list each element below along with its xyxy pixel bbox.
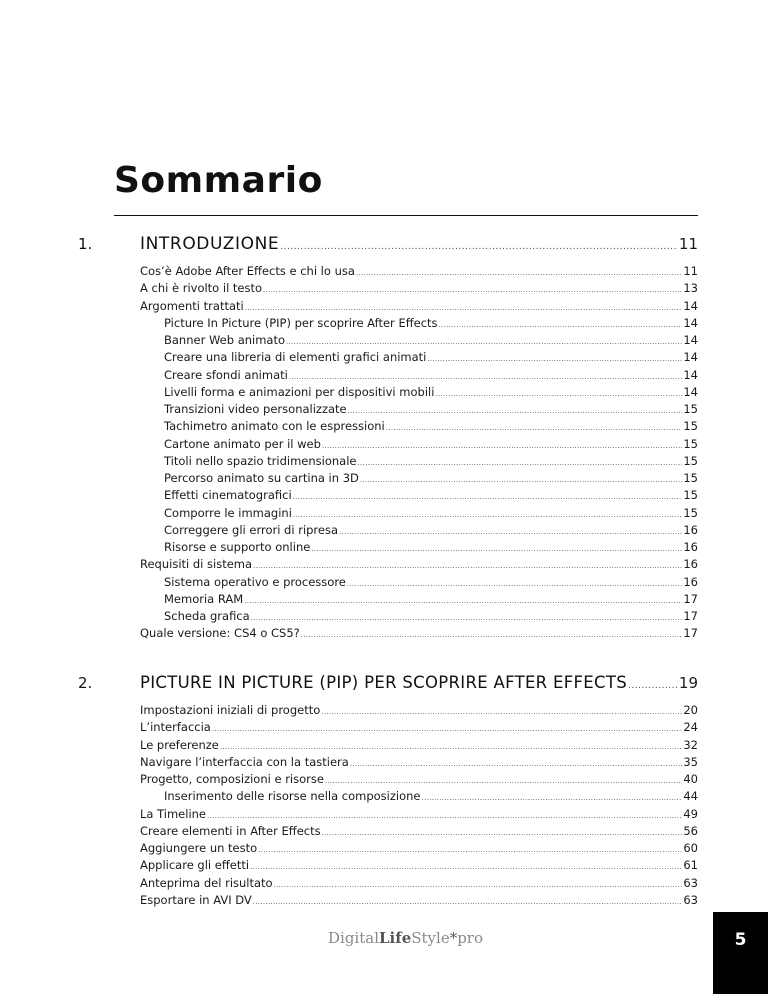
toc-entry[interactable] [140,264,698,281]
toc-entry-page: 15 [683,453,698,468]
toc-entry[interactable] [140,609,698,626]
toc-entry[interactable] [140,385,698,402]
toc-entry-page: 16 [683,522,698,537]
toc-entry-label: Sistema operativo e processore [164,574,346,589]
toc-entry-label: Anteprima del risultato [140,875,273,890]
dot-leader [360,477,682,484]
toc-entry[interactable] [140,299,698,316]
toc-entry-label: Applicare gli effetti [140,858,250,873]
toc-entry-list [140,703,698,910]
toc-entry-page: 63 [683,875,698,890]
chapter-number: 2. [78,674,93,692]
toc-entry-page: 14 [683,384,698,399]
dot-leader [274,882,683,889]
toc-entry-label: Effetti cinematografici [164,488,292,503]
page-number: 5 [734,930,747,950]
toc-entry-label: Inserimento delle risorse nella composizione [164,789,421,804]
toc-entry-page: 60 [683,841,698,855]
toc-entry-page: 14 [683,367,698,382]
dot-leader [251,615,683,622]
toc-entry-page: 17 [683,609,698,623]
chapter-title: INTRODUZIONE [140,234,280,254]
toc-entry[interactable] [140,454,698,471]
toc-entry-page: 11 [683,264,698,278]
toc-entry[interactable] [140,807,698,824]
dot-leader [258,847,682,854]
toc-entry-page: 14 [683,315,698,330]
dot-leader [244,598,682,605]
dot-leader [427,356,682,363]
dot-leader [386,425,683,432]
toc-entry-label: Risorse e supporto online [164,540,311,554]
toc-entry-page: 14 [683,298,698,313]
toc-entry-page: 15 [683,402,698,416]
toc-entry-label: Esportare in AVI DV [140,892,252,907]
toc-entry[interactable] [140,437,698,454]
toc-entry-label: Requisiti di sistema [140,557,253,572]
dot-leader [435,391,682,398]
dot-leader [212,726,683,733]
toc-entry[interactable] [140,350,698,367]
dot-leader [356,270,682,277]
toc-entry-label: Aggiungere un testo [140,841,258,855]
toc-entry-label: Progetto, composizioni e risorse [140,772,324,786]
dot-leader [207,813,682,820]
dot-leader [286,339,682,346]
toc-entry-page: 35 [683,754,698,769]
toc-entry-label: Scheda grafica [164,609,250,623]
dot-leader [347,581,682,588]
toc-entry-page: 17 [683,591,698,606]
dot-leader [339,529,682,536]
toc-entry-label: Correggere gli errori di ripresa [164,522,339,537]
toc-entry-page: 63 [683,892,698,907]
dot-leader [321,709,682,716]
dot-leader [628,682,678,691]
publisher-logo: DigitalLifeStyle*pro [328,929,484,947]
dot-leader [358,460,683,467]
dot-leader [245,305,683,312]
chapter-heading[interactable] [78,673,698,699]
toc-entry-label: La Timeline [140,806,207,821]
toc-entry-page: 15 [683,505,698,520]
toc-entry[interactable] [140,824,698,841]
toc-entry[interactable] [140,557,698,574]
toc-entry-page: 14 [683,350,698,365]
dot-leader [280,243,678,252]
toc-entry-page: 49 [683,806,698,821]
toc-entry-label: Memoria RAM [164,591,244,606]
toc-entry[interactable] [140,772,698,789]
toc-entry[interactable] [140,471,698,488]
toc-entry-page: 15 [683,488,698,503]
toc-entry[interactable] [140,858,698,875]
toc-entry-label: Cartone animato per il web [164,436,321,451]
toc-entry-list [140,264,698,644]
toc-entry-label: Navigare l’interfaccia con la tastiera [140,754,349,769]
toc-entry[interactable] [140,419,698,436]
toc-entry-label: A chi è rivolto il testo [140,281,263,296]
toc-entry[interactable] [140,281,698,298]
dot-leader [293,494,683,501]
toc-entry-label: Livelli forma e animazioni per dispositivi mobili [164,384,435,399]
toc-chapter [78,673,698,910]
toc-entry-page: 20 [683,703,698,717]
dot-leader [263,287,682,294]
toc-entry-page: 40 [683,772,698,786]
page-number-tab [713,912,768,994]
toc-entry-page: 16 [683,540,698,554]
toc-entry[interactable] [140,738,698,755]
toc-entry[interactable] [140,755,698,772]
toc-entry-page: 61 [683,858,698,873]
toc-entry[interactable] [140,333,698,350]
dot-leader [250,864,682,871]
toc-entry-page: 17 [683,626,698,641]
toc-entry-page: 15 [683,436,698,451]
toc-entry-page: 16 [683,574,698,589]
toc-entry-label: Cos’è Adobe After Effects e chi lo usa [140,264,355,278]
toc-entry-label: L’interfaccia [140,720,211,735]
dot-leader [311,546,682,553]
toc-entry[interactable] [140,575,698,592]
toc-entry[interactable] [140,316,698,333]
dot-leader [350,761,683,768]
toc-entry[interactable] [140,703,698,720]
dot-leader [422,795,683,802]
toc-entry[interactable] [140,626,698,643]
toc-entry-page: 44 [683,789,698,804]
toc-entry-page: 15 [683,419,698,434]
page-title: Sommario [114,160,323,201]
toc-entry[interactable] [140,402,698,419]
toc-entry-label: Quale versione: CS4 o CS5? [140,626,300,641]
toc-entry[interactable] [140,720,698,737]
toc-entry-label: Creare una libreria di elementi grafici animati [164,350,427,365]
toc-entry-label: Picture In Picture (PIP) per scoprire After Effects [164,315,438,330]
dot-leader [322,443,682,450]
toc-entry[interactable] [140,876,698,893]
dot-leader [293,512,682,519]
toc-entry-page: 16 [683,557,698,572]
title-divider [114,215,698,216]
dot-leader [325,778,682,785]
toc-entry-label: Impostazioni iniziali di progetto [140,703,321,717]
toc-entry-label: Creare sfondi animati [164,367,288,382]
toc-entry-page: 13 [683,281,698,296]
chapter-page: 11 [678,235,698,253]
toc-entry-label: Titoli nello spazio tridimensionale [164,453,357,468]
toc-entry-page: 24 [683,720,698,735]
toc-entry-label: Banner Web animato [164,333,286,347]
toc-entry[interactable] [140,506,698,523]
toc-entry[interactable] [140,893,698,910]
toc-entry[interactable] [140,789,698,806]
toc-entry[interactable] [140,368,698,385]
toc-entry[interactable] [140,488,698,505]
toc-entry-label: Tachimetro animato con le espressioni [164,419,385,434]
toc-entry-label: Argomenti trattati [140,298,244,313]
dot-leader [289,374,683,381]
dot-leader [301,632,683,639]
toc-entry[interactable] [140,592,698,609]
dot-leader [253,563,682,570]
dot-leader [253,899,683,906]
dot-leader [439,322,683,329]
toc-entry-page: 32 [683,737,698,752]
dot-leader [322,830,683,837]
toc-entry-label: Comporre le immagini [164,505,292,520]
toc-entry[interactable] [140,841,698,858]
toc-entry-label: Le preferenze [140,737,219,752]
toc-entry-label: Creare elementi in After Effects [140,823,321,838]
chapter-title: PICTURE IN PICTURE (PIP) PER SCOPRIRE AFTER EFFECTS [140,673,627,692]
toc-entry-page: 15 [683,471,698,485]
toc-entry-page: 14 [683,333,698,347]
toc-chapter [78,234,698,644]
chapter-heading[interactable] [78,234,698,260]
toc-entry-label: Transizioni video personalizzate [164,402,347,416]
toc-entry-page: 56 [683,823,698,838]
chapter-page: 19 [678,674,698,692]
dot-leader [220,744,682,751]
chapter-number: 1. [78,235,93,253]
toc-entry[interactable] [140,523,698,540]
toc-entry-label: Percorso animato su cartina in 3D [164,471,359,485]
dot-leader [348,408,683,415]
toc-entry[interactable] [140,540,698,557]
